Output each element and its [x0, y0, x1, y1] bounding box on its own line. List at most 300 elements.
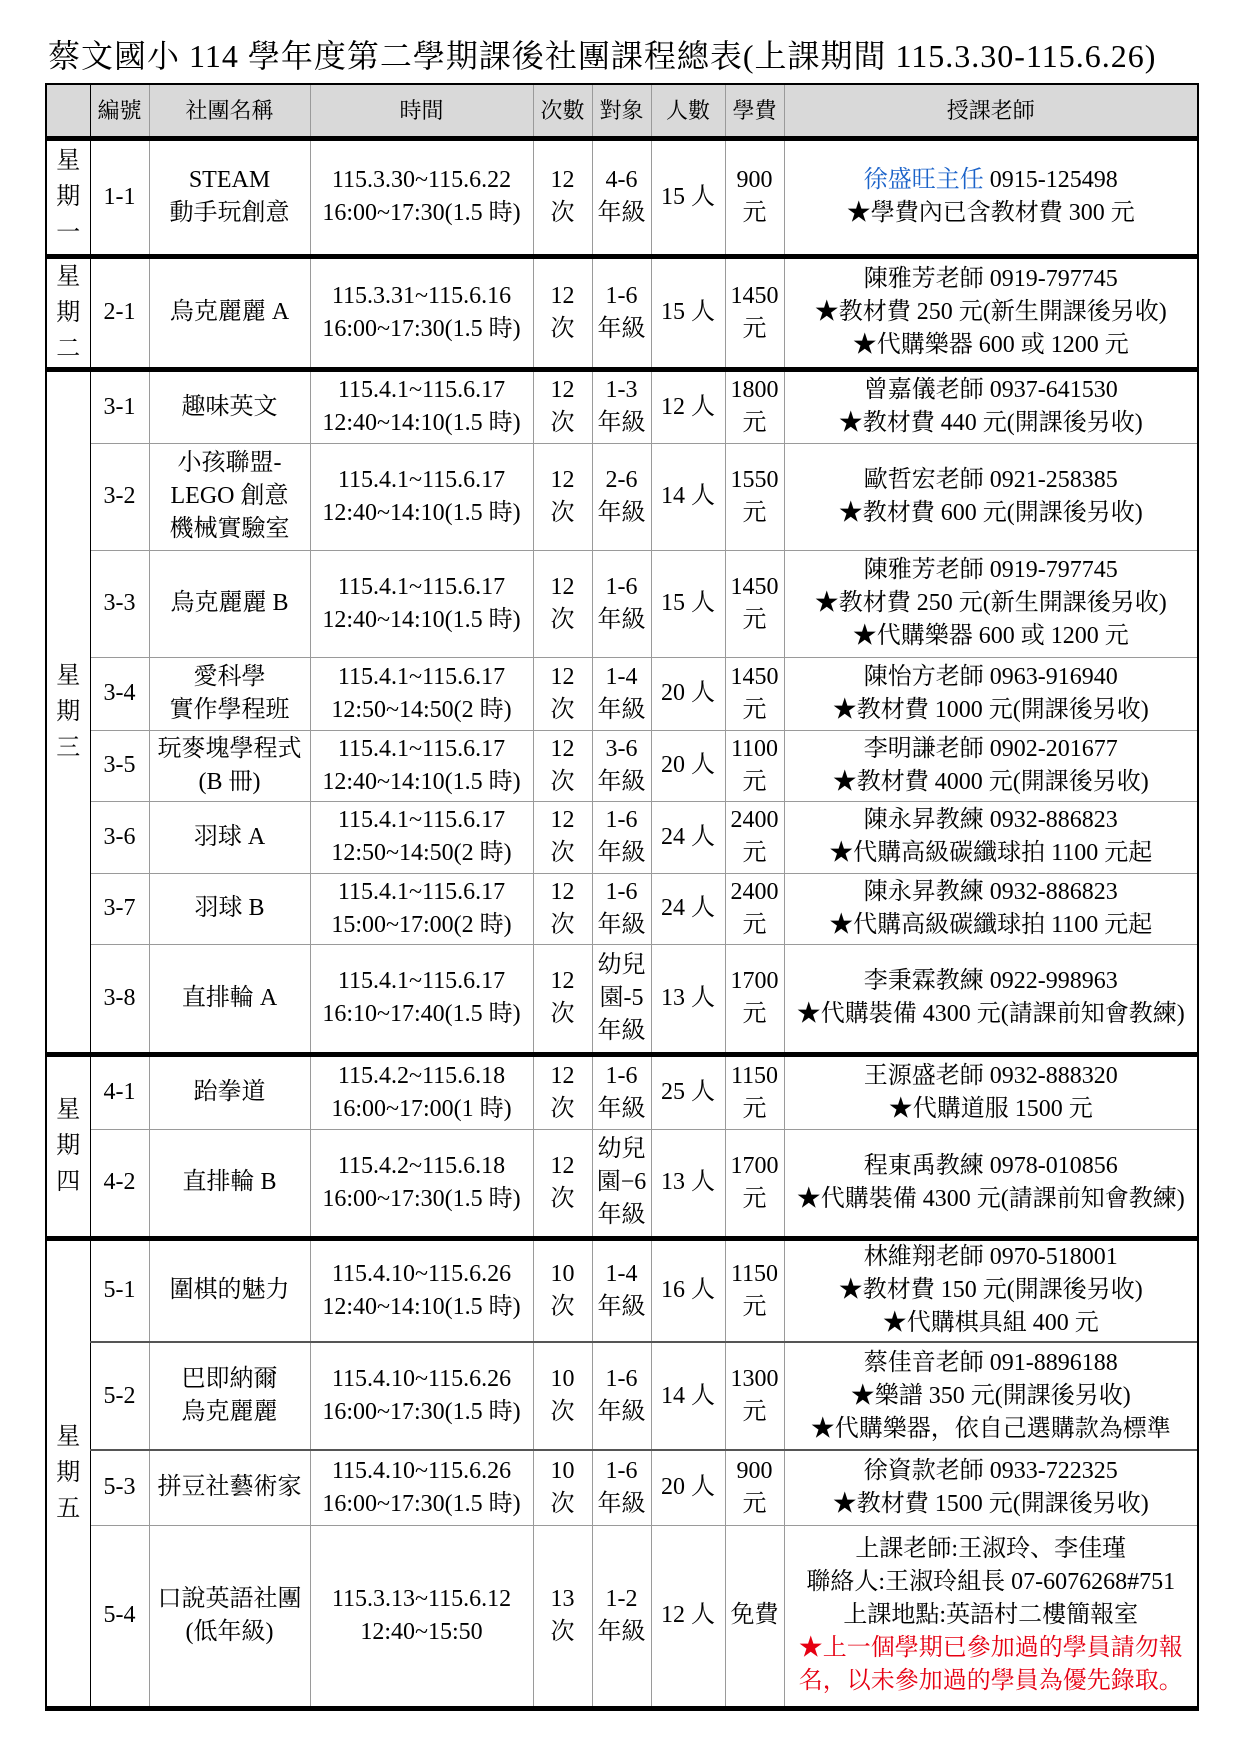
- instructor-contact: [788, 965, 1195, 998]
- club-id: 3-2: [90, 443, 149, 550]
- table-row: [46, 1342, 1198, 1450]
- time-range: 16:00~17:30(1.5 時): [322, 200, 521, 226]
- instructor-name: 王源盛老師: [863, 1062, 984, 1089]
- instructor: [784, 1450, 1198, 1525]
- session-count: [533, 657, 592, 730]
- club-name-line: 動手玩創意: [169, 200, 290, 226]
- target-grades: [592, 944, 651, 1054]
- fee-unit: 元: [742, 499, 767, 526]
- club-name-line: 烏克麗麗 A: [169, 299, 290, 325]
- schedule: [310, 369, 533, 443]
- fee-amount: 1450: [730, 573, 779, 600]
- club-name-line: 直排輪 A: [181, 984, 278, 1011]
- session-count-unit: 次: [550, 1185, 575, 1212]
- club-id: 5-2: [90, 1342, 149, 1450]
- header-capacity: 人數: [651, 84, 725, 138]
- session-count-unit: 次: [550, 1293, 575, 1320]
- table-row: [46, 730, 1198, 801]
- club-name: [149, 1342, 310, 1450]
- date-range: 115.4.2~115.6.18: [337, 1062, 506, 1089]
- club-name: [149, 1525, 310, 1708]
- instructor-contact: [788, 1241, 1195, 1274]
- schedule: [310, 1238, 533, 1342]
- table-row: [46, 801, 1198, 873]
- instructor-contact: [788, 1060, 1195, 1093]
- session-count-number: 12: [550, 1152, 575, 1179]
- club-id: 3-8: [90, 944, 149, 1054]
- instructor-note: ★代購裝備 4300 元(請課前知會教練): [796, 1001, 1185, 1027]
- schedule: [310, 1450, 533, 1525]
- club-name-line: 小孩聯盟-: [177, 450, 282, 476]
- page-title: 蔡文國小 114 學年度第二學期課後社團課程總表(上課期間 115.3.30-115.6.26): [48, 38, 1157, 74]
- capacity: 15 人: [651, 256, 725, 369]
- session-count: [533, 1129, 592, 1238]
- capacity: 15 人: [651, 138, 725, 256]
- instructor-name: 歐哲宏老師: [863, 466, 984, 493]
- session-count-number: 12: [550, 377, 575, 403]
- target-line: 年級: [597, 1618, 646, 1645]
- club-name-line: 實作學程班: [169, 696, 290, 723]
- instructor-name: 陳雅芳老師: [863, 557, 984, 583]
- capacity: 15 人: [651, 550, 725, 657]
- instructor-note: ★樂譜 350 元(開課後另收): [850, 1382, 1131, 1409]
- instructor-phone: 0921-258385: [989, 466, 1118, 493]
- instructor-name: 林維翔老師: [863, 1244, 984, 1271]
- tuition-fee: [725, 1525, 784, 1708]
- table-row: [46, 138, 1198, 256]
- tuition-fee: [725, 873, 784, 944]
- club-name-line: 玩麥塊學程式: [157, 735, 302, 762]
- fee-amount: 1150: [730, 1260, 779, 1287]
- club-name-line: LEGO 創意: [170, 483, 289, 509]
- club-id: 3-4: [90, 657, 149, 730]
- session-count-unit: 次: [550, 911, 575, 938]
- session-count: [533, 873, 592, 944]
- time-range: 16:00~17:00(1 時): [331, 1095, 512, 1122]
- instructor-info-line: 上課老師:王淑玲、李佳瑾: [855, 1536, 1127, 1562]
- fee-amount: 1700: [730, 1152, 779, 1179]
- instructor-name: 陳雅芳老師: [863, 266, 984, 292]
- tuition-fee: [725, 1342, 784, 1450]
- header-day: [46, 84, 90, 138]
- schedule: [310, 1342, 533, 1450]
- tuition-fee: [725, 1238, 784, 1342]
- target-grades: [592, 369, 651, 443]
- instructor: [784, 369, 1198, 443]
- instructor: [784, 801, 1198, 873]
- fee-amount: 900: [736, 1457, 773, 1484]
- capacity: 13 人: [651, 1129, 725, 1238]
- schedule: [310, 944, 533, 1054]
- fee-amount: 1100: [730, 735, 779, 762]
- instructor: [784, 1129, 1198, 1238]
- fee-amount: 1550: [730, 466, 779, 493]
- instructor-phone: 0919-797745: [989, 557, 1118, 583]
- table-row: [46, 1054, 1198, 1129]
- instructor-note: ★教材費 150 元(開課後另收): [838, 1277, 1143, 1304]
- instructor-contact: [788, 876, 1195, 909]
- session-count-unit: 次: [550, 200, 575, 226]
- session-count-unit: 次: [550, 840, 575, 866]
- day-label: 星期五: [56, 1424, 81, 1522]
- schedule: [310, 138, 533, 256]
- capacity: 16 人: [651, 1238, 725, 1342]
- session-count-number: 12: [550, 663, 575, 690]
- fee-unit: 元: [742, 840, 767, 866]
- club-id: 3-5: [90, 730, 149, 801]
- target-line: 1-6: [605, 282, 638, 309]
- club-id: 2-1: [90, 256, 149, 369]
- instructor-phone: 091-8896188: [989, 1349, 1118, 1376]
- session-count-number: 10: [550, 1366, 575, 1392]
- instructor-name: 曾嘉儀老師: [863, 377, 984, 403]
- club-id: 4-2: [90, 1129, 149, 1238]
- instructor-contact: [788, 374, 1195, 407]
- fee-amount: 2400: [730, 878, 779, 905]
- time-range: 15:00~17:00(2 時): [331, 911, 512, 938]
- session-count-number: 13: [550, 1585, 575, 1612]
- schedule: [310, 256, 533, 369]
- session-count: [533, 730, 592, 801]
- club-name-line: (B 冊): [198, 768, 261, 795]
- club-id: 5-4: [90, 1525, 149, 1708]
- target-line: 園-5: [599, 984, 644, 1011]
- instructor-contact: [788, 804, 1195, 837]
- club-name: [149, 1238, 310, 1342]
- target-line: 1-6: [605, 878, 638, 905]
- instructor-phone: 0978-010856: [989, 1152, 1118, 1179]
- session-count-unit: 次: [550, 1618, 575, 1645]
- session-count-number: 12: [550, 807, 575, 833]
- club-name-line: 跆拳道: [193, 1079, 266, 1105]
- session-count-unit: 次: [550, 1490, 575, 1517]
- table-row: [46, 657, 1198, 730]
- session-count: [533, 801, 592, 873]
- instructor-name: 陳永昇教練: [863, 878, 984, 905]
- header-id: 編號: [90, 84, 149, 138]
- club-name: [149, 657, 310, 730]
- date-range: 115.4.1~115.6.17: [337, 968, 506, 994]
- date-range: 115.4.1~115.6.17: [337, 663, 506, 690]
- table-row: [46, 873, 1198, 944]
- instructor: [784, 1342, 1198, 1450]
- table-row: [46, 944, 1198, 1054]
- club-name: [149, 1054, 310, 1129]
- target-line: 年級: [597, 499, 646, 526]
- table-row: [46, 369, 1198, 443]
- instructor: [784, 1525, 1198, 1708]
- enrollment-warning: ★上一個學期已參加過的學員請勿報: [798, 1635, 1183, 1661]
- target-line: 年級: [597, 1017, 646, 1044]
- tuition-fee: [725, 1129, 784, 1238]
- time-range: 12:40~14:10(1.5 時): [322, 1293, 521, 1320]
- fee-amount: 免費: [730, 1602, 779, 1628]
- tuition-fee: [725, 1450, 784, 1525]
- club-name: [149, 138, 310, 256]
- session-count: [533, 369, 592, 443]
- instructor-note: ★代購道服 1500 元: [888, 1095, 1093, 1122]
- target-line: 1-2: [605, 1585, 638, 1612]
- session-count-unit: 次: [550, 410, 575, 436]
- instructor: [784, 657, 1198, 730]
- instructor-note: ★教材費 440 元(開課後另收): [838, 410, 1143, 436]
- session-count-number: 12: [550, 878, 575, 905]
- instructor-note: ★教材費 250 元(新生開課後另收): [814, 590, 1167, 616]
- club-name-line: 愛科學: [193, 663, 266, 690]
- day-cell-friday: [46, 1238, 90, 1708]
- instructor-info-line: 上課地點:英語村二樓簡報室: [843, 1602, 1139, 1628]
- club-name-line: 圍棋的魅力: [169, 1277, 290, 1304]
- target-line: 幼兒: [597, 1136, 646, 1162]
- fee-unit: 元: [742, 1490, 767, 1517]
- time-range: 16:00~17:30(1.5 時): [322, 1185, 521, 1212]
- instructor-contact: [788, 164, 1195, 197]
- capacity: 13 人: [651, 944, 725, 1054]
- target-grades: [592, 443, 651, 550]
- capacity: 24 人: [651, 873, 725, 944]
- instructor-phone: 0932-886823: [989, 807, 1118, 833]
- session-count-number: 12: [550, 282, 575, 309]
- day-label: 星期二: [56, 263, 81, 362]
- fee-amount: 1450: [730, 663, 779, 690]
- club-name-line: 趣味英文: [181, 393, 278, 420]
- schedule: [310, 1129, 533, 1238]
- target-line: 年級: [597, 200, 646, 226]
- target-line: 年級: [597, 606, 646, 633]
- instructor-phone: 0915-125498: [989, 167, 1118, 193]
- instructor: [784, 1238, 1198, 1342]
- instructor-note: ★學費內已含教材費 300 元: [846, 200, 1135, 226]
- session-count-number: 12: [550, 735, 575, 762]
- header-count: 次數: [533, 84, 592, 138]
- table-row: [46, 256, 1198, 369]
- schedule: [310, 443, 533, 550]
- session-count: [533, 1054, 592, 1129]
- session-count-number: 10: [550, 1457, 575, 1484]
- target-grades: [592, 1054, 651, 1129]
- target-line: 1-4: [605, 1260, 638, 1287]
- fee-amount: 2400: [730, 807, 779, 833]
- table-row: [46, 1238, 1198, 1342]
- club-name: [149, 550, 310, 657]
- schedule: [310, 657, 533, 730]
- club-name-line: 巴即納爾: [181, 1366, 278, 1392]
- instructor-phone: 0970-518001: [989, 1244, 1118, 1271]
- fee-unit: 元: [742, 1185, 767, 1212]
- club-id: 4-1: [90, 1054, 149, 1129]
- day-cell-tuesday: [46, 256, 90, 369]
- schedule: [310, 1054, 533, 1129]
- club-name-line: 口說英語社團: [157, 1585, 302, 1612]
- day-cell-thursday: [46, 1054, 90, 1238]
- instructor-name: 蔡佳音老師: [863, 1349, 984, 1376]
- instructor-note: ★教材費 600 元(開課後另收): [838, 499, 1143, 526]
- instructor-note: ★代購樂器，依自己選購款為標準: [810, 1415, 1171, 1442]
- club-schedule-table: [45, 83, 1199, 1711]
- target-line: 2-6: [605, 466, 638, 493]
- club-name-line: 拼豆社藝術家: [157, 1474, 302, 1501]
- date-range: 115.3.31~115.6.16: [331, 282, 512, 309]
- time-range: 12:40~14:10(1.5 時): [322, 499, 521, 526]
- target-line: 年級: [597, 410, 646, 436]
- instructor-name: 徐資款老師: [863, 1457, 984, 1484]
- tuition-fee: [725, 1054, 784, 1129]
- date-range: 115.3.30~115.6.22: [331, 167, 512, 193]
- target-grades: [592, 657, 651, 730]
- capacity: 20 人: [651, 730, 725, 801]
- instructor-note: ★教材費 1500 元(開課後另收): [832, 1490, 1149, 1517]
- club-name-line: 羽球 B: [194, 895, 265, 921]
- instructor-note: ★代購樂器 600 或 1200 元: [852, 332, 1129, 358]
- fee-unit: 元: [742, 200, 767, 226]
- target-line: 年級: [597, 768, 646, 795]
- target-line: 年級: [597, 315, 646, 342]
- target-line: 1-6: [605, 1062, 638, 1089]
- session-count-unit: 次: [550, 606, 575, 633]
- header-instructor: 授課老師: [784, 84, 1198, 138]
- club-id: 5-3: [90, 1450, 149, 1525]
- session-count-number: 12: [550, 968, 575, 994]
- session-count-unit: 次: [550, 1095, 575, 1122]
- date-range: 115.4.1~115.6.17: [337, 807, 506, 833]
- instructor: [784, 443, 1198, 550]
- session-count-number: 12: [550, 573, 575, 600]
- instructor-note: ★代購棋具組 400 元: [882, 1310, 1099, 1337]
- day-cell-wednesday: [46, 369, 90, 1054]
- target-line: 1-6: [605, 573, 638, 600]
- day-label: 星期四: [56, 1097, 81, 1195]
- instructor: [784, 873, 1198, 944]
- table-row: [46, 443, 1198, 550]
- capacity: 12 人: [651, 1525, 725, 1708]
- enrollment-warning: 名，以未參加過的學員為優先錄取。: [798, 1668, 1183, 1694]
- club-id: 3-1: [90, 369, 149, 443]
- club-id: 1-1: [90, 138, 149, 256]
- schedule: [310, 730, 533, 801]
- club-name-line: STEAM: [188, 167, 271, 193]
- instructor-phone: 0902-201677: [989, 735, 1118, 762]
- club-name: [149, 944, 310, 1054]
- session-count-unit: 次: [550, 499, 575, 526]
- target-grades: [592, 1238, 651, 1342]
- schedule: [310, 1525, 533, 1708]
- fee-amount: 900: [736, 167, 773, 193]
- time-range: 16:10~17:40(1.5 時): [322, 1001, 521, 1027]
- time-range: 12:40~14:10(1.5 時): [322, 768, 521, 795]
- fee-amount: 1300: [730, 1366, 779, 1392]
- session-count-unit: 次: [550, 1001, 575, 1027]
- session-count-unit: 次: [550, 315, 575, 342]
- time-range: 12:50~14:50(2 時): [331, 696, 512, 723]
- club-name: [149, 801, 310, 873]
- fee-unit: 元: [742, 911, 767, 938]
- target-line: 3-6: [605, 735, 638, 762]
- target-line: 年級: [597, 911, 646, 938]
- club-name-line: 羽球 A: [193, 823, 266, 850]
- instructor-name: 李明謙老師: [863, 735, 984, 762]
- target-line: 1-3: [605, 377, 638, 403]
- club-name: [149, 1450, 310, 1525]
- capacity: 14 人: [651, 1342, 725, 1450]
- header-row: [46, 84, 1198, 138]
- target-line: 年級: [597, 1095, 646, 1122]
- date-range: 115.4.10~115.6.26: [331, 1366, 512, 1392]
- time-range: 16:00~17:30(1.5 時): [322, 1490, 521, 1517]
- target-grades: [592, 256, 651, 369]
- target-line: 年級: [597, 696, 646, 723]
- target-line: 1-6: [605, 1366, 638, 1392]
- instructor-note: ★代購高級碳纖球拍 1100 元起: [829, 840, 1153, 866]
- instructor-contact: [788, 661, 1195, 694]
- fee-unit: 元: [742, 1001, 767, 1027]
- session-count: [533, 443, 592, 550]
- fee-unit: 元: [742, 1293, 767, 1320]
- fee-unit: 元: [742, 1399, 767, 1425]
- session-count-number: 10: [550, 1260, 575, 1287]
- tuition-fee: [725, 657, 784, 730]
- instructor-name: 陳怡方老師: [863, 663, 984, 690]
- club-name: [149, 1129, 310, 1238]
- session-count-number: 12: [550, 1062, 575, 1089]
- target-line: 園−6: [596, 1169, 647, 1195]
- instructor-phone: 0932-886823: [989, 878, 1118, 905]
- club-id: 3-6: [90, 801, 149, 873]
- capacity: 24 人: [651, 801, 725, 873]
- fee-unit: 元: [742, 410, 767, 436]
- date-range: 115.3.13~115.6.12: [331, 1585, 512, 1612]
- time-range: 12:50~14:50(2 時): [331, 840, 512, 866]
- target-line: 年級: [597, 1490, 646, 1517]
- instructor-info-line: 聯絡人:王淑玲組長 07-6076268#751: [806, 1569, 1176, 1595]
- instructor-note: ★代購高級碳纖球拍 1100 元起: [829, 911, 1153, 938]
- target-line: 1-4: [605, 663, 638, 690]
- club-name-line: (低年級): [185, 1618, 274, 1645]
- date-range: 115.4.10~115.6.26: [331, 1457, 512, 1484]
- target-line: 年級: [597, 1202, 646, 1228]
- header-target: 對象: [592, 84, 651, 138]
- fee-amount: 1450: [730, 282, 779, 309]
- club-name: [149, 369, 310, 443]
- instructor-name: 李秉霖教練: [863, 968, 984, 994]
- target-grades: [592, 1342, 651, 1450]
- time-range: 12:40~14:10(1.5 時): [322, 606, 521, 633]
- schedule: [310, 550, 533, 657]
- instructor-contact: [788, 263, 1195, 296]
- date-range: 115.4.2~115.6.18: [337, 1152, 506, 1179]
- target-line: 1-6: [605, 1457, 638, 1484]
- instructor-contact: [788, 554, 1195, 587]
- instructor: [784, 1054, 1198, 1129]
- session-count-number: 12: [550, 167, 575, 193]
- time-range: 12:40~14:10(1.5 時): [322, 410, 521, 436]
- day-label: 星期三: [56, 662, 81, 761]
- session-count: [533, 1450, 592, 1525]
- header-time: 時間: [310, 84, 533, 138]
- schedule: [310, 801, 533, 873]
- time-range: 16:00~17:30(1.5 時): [322, 315, 521, 342]
- instructor-note: ★教材費 250 元(新生開課後另收): [814, 299, 1167, 325]
- club-name-line: 烏克麗麗 B: [170, 590, 289, 616]
- fee-unit: 元: [742, 696, 767, 723]
- capacity: 25 人: [651, 1054, 725, 1129]
- club-name: [149, 873, 310, 944]
- target-line: 1-6: [605, 807, 638, 833]
- target-line: 幼兒: [597, 951, 646, 978]
- tuition-fee: [725, 138, 784, 256]
- tuition-fee: [725, 944, 784, 1054]
- instructor-note: ★教材費 4000 元(開課後另收): [832, 768, 1149, 795]
- session-count-unit: 次: [550, 768, 575, 795]
